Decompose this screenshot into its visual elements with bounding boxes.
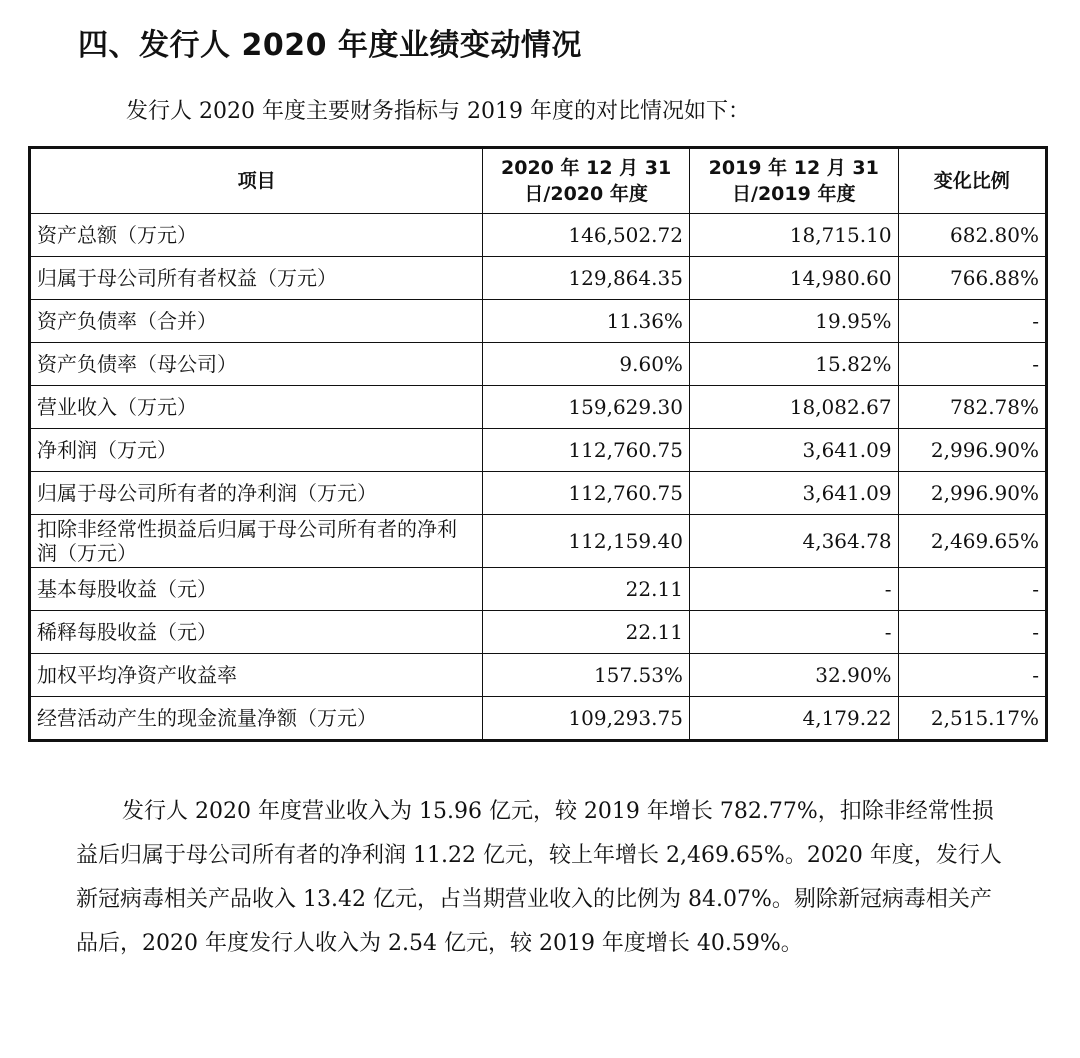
row-2019: - — [689, 611, 898, 654]
row-item: 归属于母公司所有者的净利润（万元） — [30, 472, 483, 515]
row-2020: 109,293.75 — [483, 697, 690, 741]
row-change: 2,515.17% — [898, 697, 1046, 741]
table-row — [30, 429, 1047, 472]
table-row — [30, 214, 1047, 257]
row-change: - — [898, 654, 1046, 697]
header-2020: 2020 年 12 月 31 日/2020 年度 — [483, 148, 690, 214]
row-change: 782.78% — [898, 386, 1046, 429]
table-row — [30, 654, 1047, 697]
row-2019: 32.90% — [689, 654, 898, 697]
row-change: - — [898, 611, 1046, 654]
row-item: 资产总额（万元） — [30, 214, 483, 257]
row-item: 经营活动产生的现金流量净额（万元） — [30, 697, 483, 741]
row-2020: 112,760.75 — [483, 429, 690, 472]
header-item: 项目 — [30, 148, 483, 214]
section-title: 四、发行人 2020 年度业绩变动情况 — [78, 28, 582, 63]
row-2019: 3,641.09 — [689, 472, 898, 515]
table-row — [30, 515, 1047, 568]
row-2019: 3,641.09 — [689, 429, 898, 472]
table-row — [30, 697, 1047, 741]
table-header-row — [30, 148, 1047, 214]
table-row — [30, 257, 1047, 300]
row-item: 扣除非经常性损益后归属于母公司所有者的净利润（万元） — [30, 515, 483, 568]
row-item: 基本每股收益（元） — [30, 568, 483, 611]
table-row — [30, 472, 1047, 515]
row-2020: 11.36% — [483, 300, 690, 343]
row-change: 2,996.90% — [898, 472, 1046, 515]
row-2020: 129,864.35 — [483, 257, 690, 300]
row-change: - — [898, 300, 1046, 343]
row-item: 资产负债率（合并） — [30, 300, 483, 343]
table-row — [30, 611, 1047, 654]
row-2020: 146,502.72 — [483, 214, 690, 257]
row-change: 682.80% — [898, 214, 1046, 257]
row-2020: 157.53% — [483, 654, 690, 697]
row-item: 加权平均净资产收益率 — [30, 654, 483, 697]
row-change: - — [898, 568, 1046, 611]
row-2019: 19.95% — [689, 300, 898, 343]
row-2019: 18,082.67 — [689, 386, 898, 429]
row-2020: 112,760.75 — [483, 472, 690, 515]
row-2019: 4,364.78 — [689, 515, 898, 568]
row-item: 营业收入（万元） — [30, 386, 483, 429]
row-item: 归属于母公司所有者权益（万元） — [30, 257, 483, 300]
row-item: 净利润（万元） — [30, 429, 483, 472]
row-item: 资产负债率（母公司） — [30, 343, 483, 386]
paragraph-text: 发行人 2020 年度营业收入为 15.96 亿元，较 2019 年增长 782.77%，扣除非经常性损益后归属于母公司所有者的净利润 11.22 亿元，较上年增长 2,469.65%。2020 年度，发行人新冠病毒相关产品收入 13.42 亿元，占当期营业收入的比例为 84.07%。剔除新冠病毒相关产品后，2020 年度发行人收入为 2.54 亿元，较 2019 年度增长 40.59%。 — [76, 799, 1002, 956]
row-2019: 15.82% — [689, 343, 898, 386]
row-2020: 159,629.30 — [483, 386, 690, 429]
financial-comparison-table — [28, 146, 1048, 742]
row-2020: 9.60% — [483, 343, 690, 386]
row-2019: 4,179.22 — [689, 697, 898, 741]
table-row — [30, 386, 1047, 429]
intro-text: 发行人 2020 年度主要财务指标与 2019 年度的对比情况如下： — [126, 99, 750, 124]
header-change-ratio: 变化比例 — [898, 148, 1046, 214]
row-2019: 14,980.60 — [689, 257, 898, 300]
analysis-paragraph — [76, 790, 1006, 966]
row-change: 2,469.65% — [898, 515, 1046, 568]
row-change: - — [898, 343, 1046, 386]
row-item: 稀释每股收益（元） — [30, 611, 483, 654]
header-2019: 2019 年 12 月 31 日/2019 年度 — [689, 148, 898, 214]
row-change: 766.88% — [898, 257, 1046, 300]
row-2019: 18,715.10 — [689, 214, 898, 257]
table-row — [30, 343, 1047, 386]
row-change: 2,996.90% — [898, 429, 1046, 472]
row-2020: 112,159.40 — [483, 515, 690, 568]
table-row — [30, 300, 1047, 343]
table-row — [30, 568, 1047, 611]
row-2020: 22.11 — [483, 611, 690, 654]
row-2020: 22.11 — [483, 568, 690, 611]
row-2019: - — [689, 568, 898, 611]
